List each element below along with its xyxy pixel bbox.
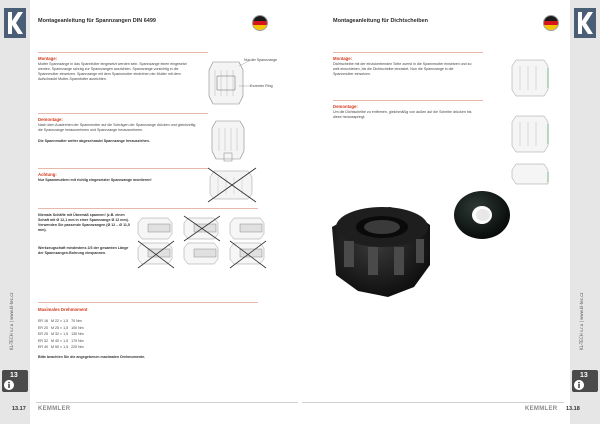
page-title: Montageanleitung für Dichtscheiben [333,18,429,24]
side-text: KL-TECH s.r.o | www.kl-tec.cz [579,292,584,350]
table-row: ER 40 M 50 × 1,5 220 Nm [38,345,84,350]
kemmler-k-logo [574,8,596,38]
table-row: ER 16 M 22 × 1,5 70 Nm [38,319,82,324]
collet-shank-illustrations [138,212,278,268]
kemmler-k-logo [4,8,26,38]
seal-mount-illustrations [508,56,562,186]
mount-text: Dichtscheibe mit der einzukerbenden Seite zuerst in die Spannmutter einsetzen und so weit einschieben, bis die Dichtscheibe einrastet. Nun die Spannzange in die Spannmutter einsetzen. [333,62,472,76]
divider [38,208,258,209]
collet-illustration-demount [210,115,260,163]
page-number: 13.18 [566,406,580,412]
german-flag-icon [543,15,559,31]
mount-heading: Montage: [38,56,58,61]
demount-heading: Demontage: [38,117,63,122]
warning-heading: Achtung: [38,172,57,177]
collet-wrong-illustration [208,168,264,202]
divider [38,168,208,169]
brand-footer: KEMMLER [525,406,558,412]
nut-and-seal-photo [330,185,520,310]
demount-text: Nach dem Ausdrehen der Spannmutter auf die Schrägen der Spannzange drücken und gleichzeitig die Spannzange herausnehmen und Spannzange herausnehmen. [38,123,196,132]
divider [38,52,208,53]
info-number: 13 [10,372,18,379]
label-eccentric: Exzenter Ring [250,84,273,88]
mount-text: Mutter Spannzange in das Spannfutter eingesetzt werden sein. Spannzange einen eingesetzt werden. Spannzange schräg zur Spannzangen ausrichten. Spannzange vorsichtig in die Spannmutter einsetzen. Spannzange mit dem Spannmutter eindrehen der Mutter mit dem Aufschraubt Mutter-Spannfutter ausrichten. [38,62,187,81]
oversize-note: Niemals Schäfte mit Übermaß spannen! (z.B. einen Schaft mit Ø 12,1 mm in einer Spannzange Ø 12 mm). Verwenden Sie passende Spannzangen (Ø 12 – Ø 11,5 mm). [38,213,130,232]
table-row: ER 32 M 40 × 1,5 170 Nm [38,338,84,343]
side-text: KL-TECH s.r.o | www.kl-tec.cz [9,292,14,350]
mount-heading: Montage: [333,56,353,61]
page-title: Montageanleitung für Spannzangen DIN 6499 [38,18,156,24]
table-row: ER 20 M 25 × 1,5 100 Nm [38,325,84,330]
collet-illustration-top [205,56,265,108]
demount-text: Um die Dichtscheibe zu entfernen, gleichmäßig von außen auf die Scheibe drücken bis diese herausspringt. [333,110,472,119]
german-flag-icon [252,15,268,31]
right-sidebar [570,0,600,424]
divider [38,302,258,303]
torque-heading: Maximales Drehmoment [38,307,88,312]
brand-footer: KEMMLER [38,406,71,412]
page-number: 13.17 [12,406,26,412]
divider [333,52,483,53]
insertion-note: Werkzeugschaft mindestens 2/3 der gesamten Länge der Spannzangen-Bohrung einspannen. [38,246,129,255]
right-page [300,0,600,424]
warning-text: Nur Spannmuttern mit richtig eingesetzter Spannzange montieren! [38,178,152,182]
torque-note: Bitte beachten Sie die angegebenen maximalen Drehmomente. [38,355,146,359]
info-icon [4,380,14,390]
footer-line [36,402,298,403]
table-row: ER 25 M 32 × 1,5 130 Nm [38,332,84,337]
footer-line [302,402,564,403]
info-icon [574,380,584,390]
demount-heading: Demontage: [333,104,358,109]
label-nut: Nut der Spannzange [244,58,277,62]
demount-bold-text: Die Spannmutter weiter abgeschraubt Spannzange herausziehen. [38,139,150,143]
left-sidebar [0,0,30,424]
divider [38,113,208,114]
divider [333,100,483,101]
info-number: 13 [580,372,588,379]
torque-table [38,318,87,351]
